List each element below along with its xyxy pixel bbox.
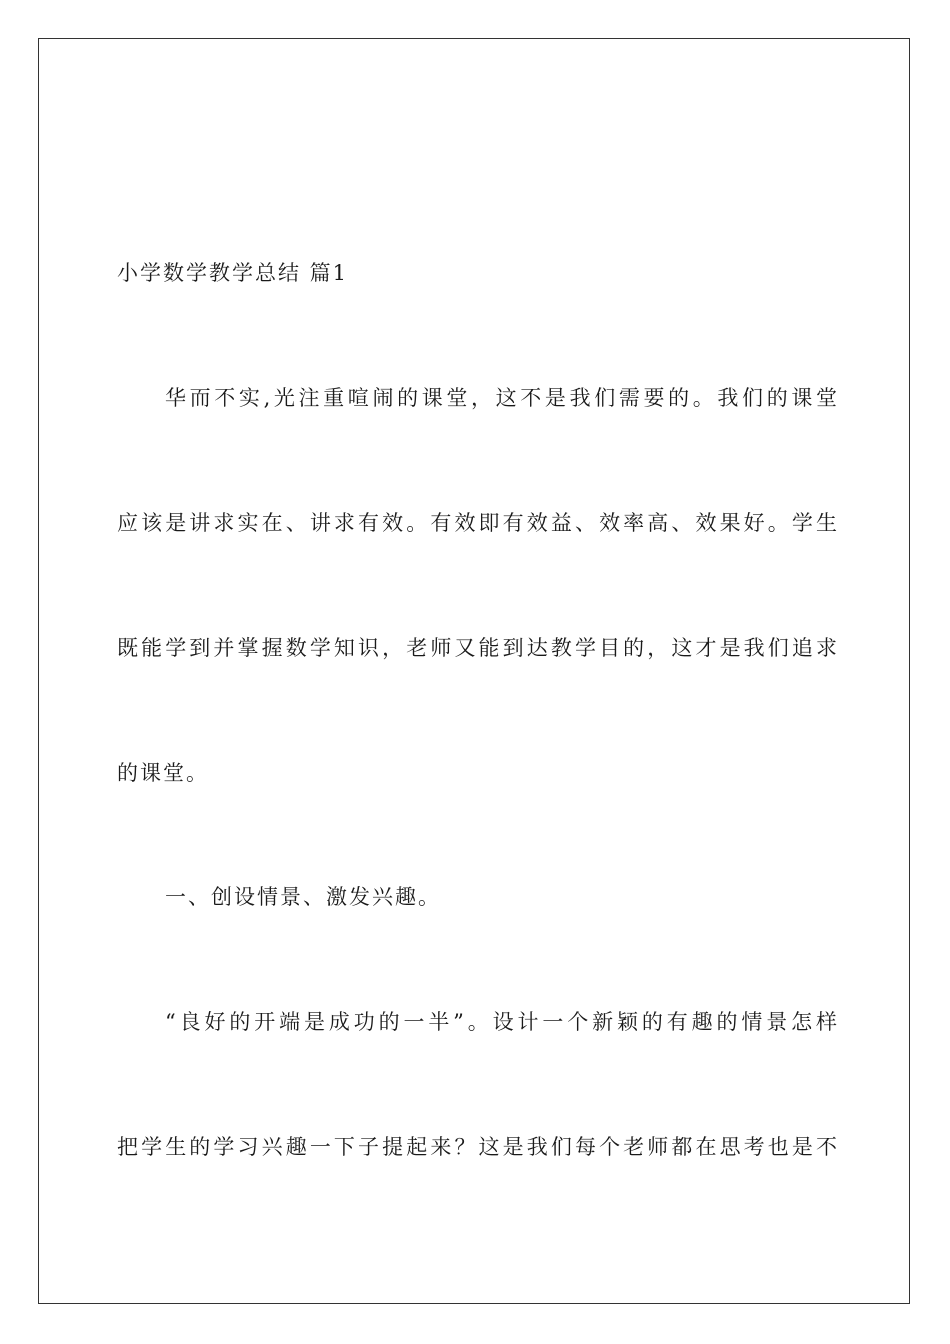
paragraph-1-line-1: 华而不实,光注重喧闹的课堂，这不是我们需要的。我们的课堂 xyxy=(165,386,837,410)
page-frame xyxy=(38,38,910,1304)
section-heading-1: 一、创设情景、激发兴趣。 xyxy=(165,885,441,909)
document-title: 小学数学教学总结 篇1 xyxy=(117,261,349,285)
paragraph-1-line-3: 既能学到并掌握数学知识，老师又能到达教学目的，这才是我们追求 xyxy=(117,636,837,660)
paragraph-1-line-2: 应该是讲求实在、讲求有效。有效即有效益、效率高、效果好。学生 xyxy=(117,511,837,535)
paragraph-2-line-2: 把学生的学习兴趣一下子提起来？这是我们每个老师都在思考也是不 xyxy=(117,1135,837,1159)
paragraph-2-line-1: “良好的开端是成功的一半”。设计一个新颖的有趣的情景怎样 xyxy=(165,1010,837,1034)
paragraph-1-line-4: 的课堂。 xyxy=(117,761,209,785)
